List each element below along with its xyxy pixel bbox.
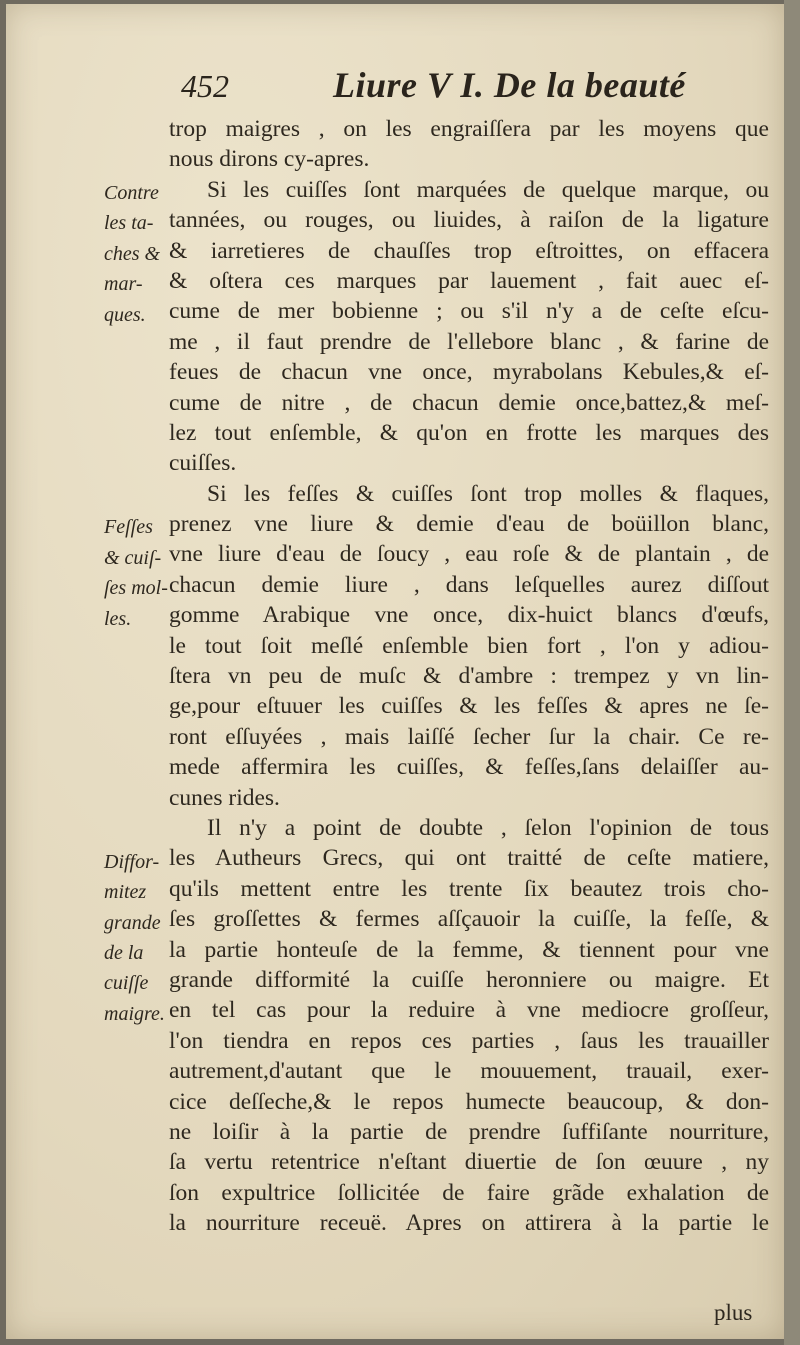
text-line: cuiſſes. <box>169 450 237 477</box>
margin-note-line: mar- <box>104 273 143 296</box>
text-line: chacun demie liure , dans leſquelles aurez diſſout <box>169 571 769 598</box>
text-line: Si les feſſes & cuiſſes ſont trop molles & flaques, <box>207 480 769 507</box>
text-line: la partie honteuſe de la femme, & tiennent pour vne <box>169 936 769 963</box>
text-line: Il n'y a point de doubte , ſelon l'opinion de tous <box>207 814 769 841</box>
text-line: ge,pour eſtuuer les cuiſſes & les feſſes & apres ne ſe- <box>169 693 769 720</box>
text-line: me , il faut prendre de l'ellebore blanc , & farine de <box>169 328 769 355</box>
catchword: plus <box>714 1300 753 1325</box>
text-line: les Autheurs Grecs, qui ont traitté de ceſte matiere, <box>169 845 769 872</box>
text-line: le tout ſoit meſlé enſemble bien fort , l'on y adiou- <box>169 632 769 659</box>
margin-note-line: maigre. <box>104 1002 165 1025</box>
book-page <box>6 4 784 1339</box>
margin-note-line: de la <box>104 941 144 964</box>
margin-note-line: Contre <box>104 182 159 204</box>
text-line: qu'ils mettent entre les trente ſix beautez trois cho- <box>169 875 769 902</box>
text-line: trop maigres , on les engraiſſera par les moyens que <box>169 116 769 142</box>
text-line: prenez vne liure & demie d'eau de boüillon blanc, <box>169 511 769 538</box>
text-line: nous dirons cy-apres. <box>169 146 370 173</box>
text-line: grande difformité la cuiſſe heronniere ou maigre. Et <box>169 966 769 993</box>
text-line: cunes rides. <box>169 784 280 811</box>
page-header <box>181 64 701 114</box>
text-line: cume de mer bobienne ; ou s'il n'y a de ceſte eſcu- <box>169 298 769 325</box>
margin-note <box>104 178 176 330</box>
scan-edge <box>784 0 800 1345</box>
margin-note-line: & cuiſ- <box>104 546 162 569</box>
margin-note-line: Feſſes <box>104 516 153 539</box>
margin-note-line: cuiſſe <box>104 972 149 995</box>
text-line: cice deſſeche,& le repos humecte beaucoup, & don- <box>169 1088 769 1115</box>
text-line: en tel cas pour la reduire à vne mediocre groſſeur, <box>169 997 769 1024</box>
text-line: ne loiſir à la partie de prendre ſuffiſante nourriture, <box>169 1118 769 1145</box>
text-line: tannées, ou rouges, ou liuides, à raiſon de la ligature <box>169 207 769 234</box>
text-line: ſtera vn peu de muſc & d'ambre : trempez y vn lin- <box>169 663 769 690</box>
text-line: vne liure d'eau de ſoucy , eau roſe & de plantain , de <box>169 541 769 568</box>
main-text <box>169 114 769 1238</box>
margin-note-line: les. <box>104 607 132 630</box>
text-line: la nourriture receuë. Apres on attirera à la partie le <box>169 1210 769 1237</box>
text-line: lez tout enſemble, & qu'on en frotte les marques des <box>169 419 769 446</box>
margin-note-line: ches & <box>104 242 161 265</box>
text-line: ſon expultrice ſollicitée de faire grãde exhalation de <box>169 1179 769 1206</box>
margin-note-line: ſes mol- <box>104 577 168 600</box>
text-line: autrement,d'autant que le mouuement, trauail, exer- <box>169 1058 769 1085</box>
margin-note-line: mitez <box>104 881 147 904</box>
margin-note <box>104 512 176 634</box>
margin-note-line: les ta- <box>104 212 154 235</box>
margin-note-line: grande <box>104 911 161 934</box>
margin-note-line: ques. <box>104 303 146 326</box>
text-line: ront eſſuyées , mais laiſſé ſecher ſur la chair. Ce re- <box>169 723 769 750</box>
text-line: mede affermira les cuiſſes, & feſſes,ſans delaiſſer au- <box>169 754 769 781</box>
text-line: ſa vertu retentrice n'eſtant diuertie de ſon œuure , ny <box>169 1149 769 1176</box>
text-line: & iarretieres de chauſſes trop eſtroittes, on effacera <box>169 237 769 264</box>
text-line: cume de nitre , de chacun demie once,battez,& meſ- <box>169 389 769 416</box>
running-title: Liure V I. De la beauté <box>333 65 686 105</box>
margin-note <box>104 847 176 1029</box>
page-number: 452 <box>181 68 229 104</box>
text-line: gomme Arabique vne once, dix-huict blancs d'œufs, <box>169 602 769 629</box>
text-line: Si les cuiſſes ſont marquées de quelque marque, ou <box>207 176 769 203</box>
text-line: l'on tiendra en repos ces parties , ſaus les trauailler <box>169 1027 769 1054</box>
margin-note-line: Diffor- <box>104 850 160 873</box>
text-line: & oſtera ces marques par lauement , fait auec eſ- <box>169 267 769 294</box>
text-line: feues de chacun vne once, myrabolans Kebules,& eſ- <box>169 359 769 386</box>
text-line: ſes groſſettes & fermes aſſçauoir la cuiſſe, la feſſe, & <box>169 906 769 933</box>
